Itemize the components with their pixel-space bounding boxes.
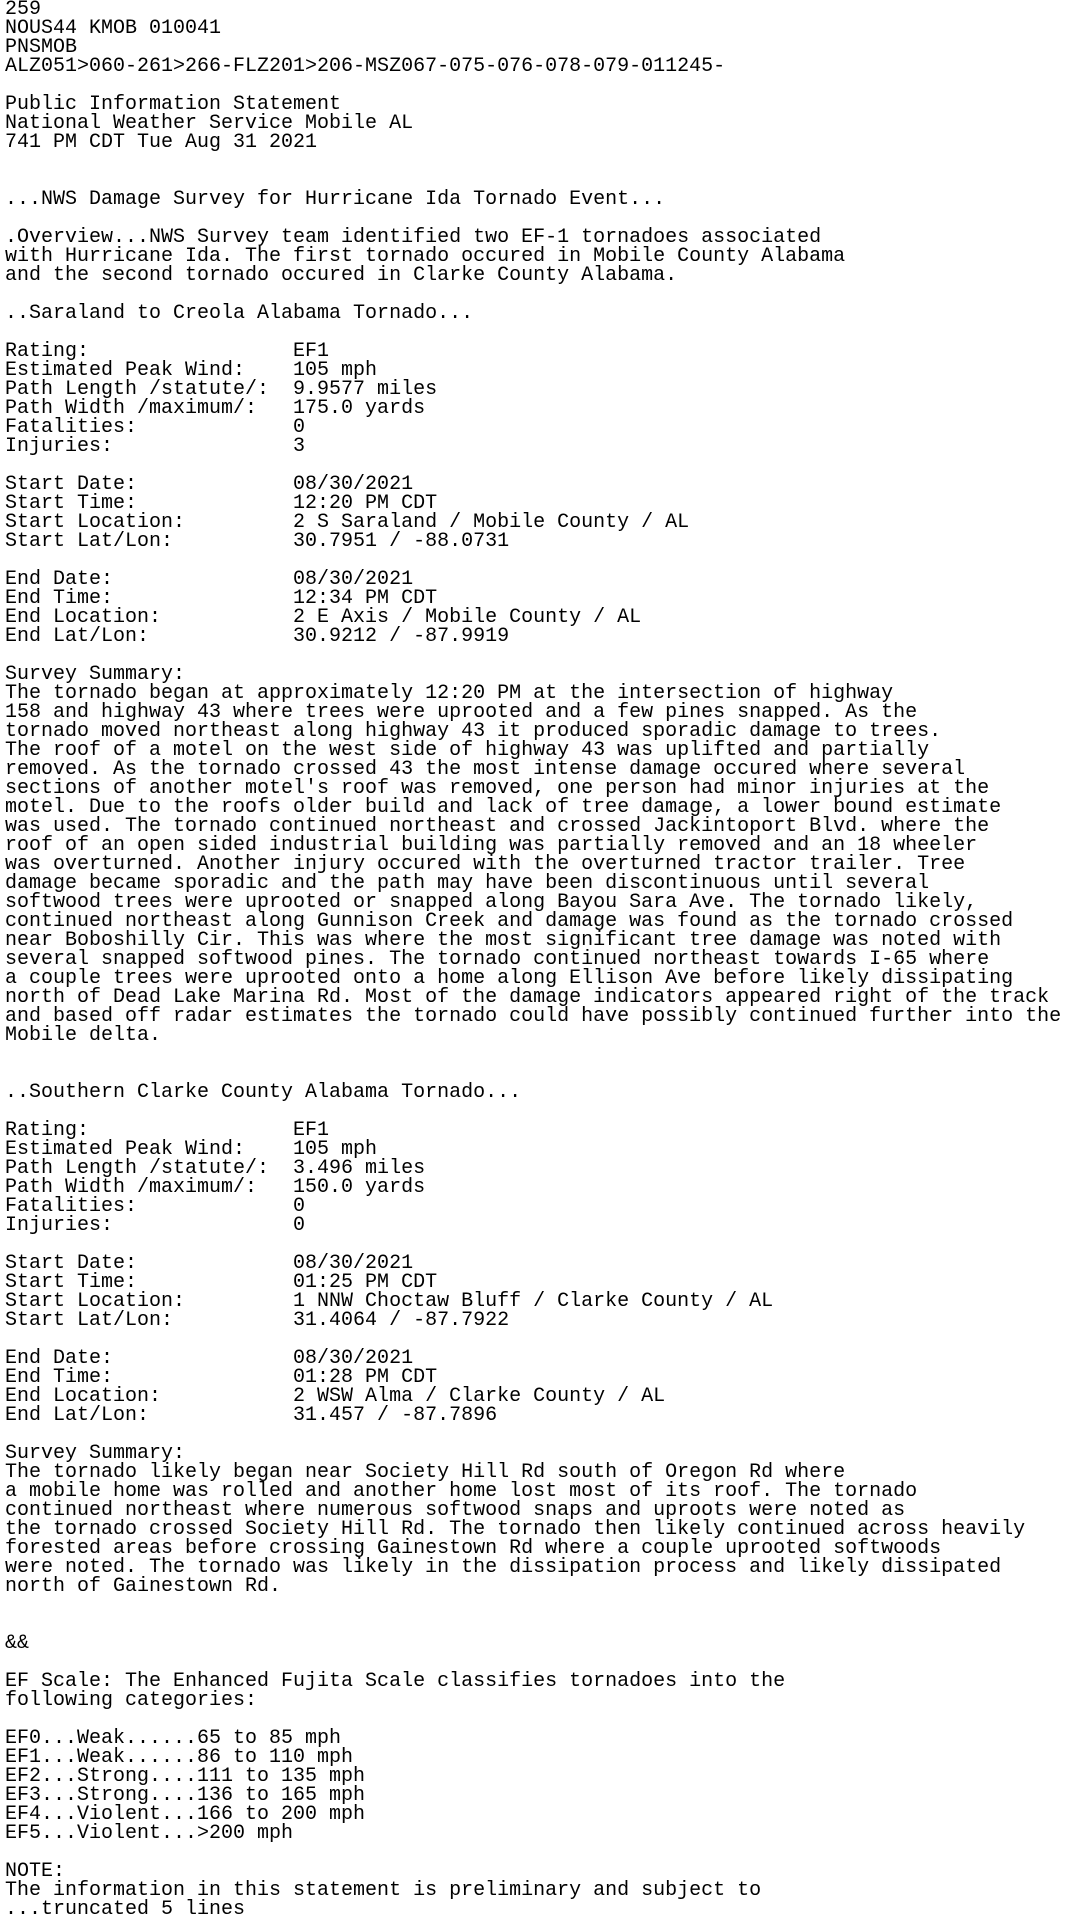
text-line: End Location: 2 WSW Alma / Clarke County / AL — [5, 1385, 666, 1408]
text-line: Path Length /statute/: 9.9577 miles — [5, 378, 438, 401]
text-line: north of Gainestown Rd. — [5, 1575, 282, 1598]
text-line: Fatalities: 0 — [5, 1195, 306, 1218]
text-line: Mobile delta. — [5, 1024, 162, 1047]
text-line: several snapped softwood pines. The tornado continued northeast towards I-65 where — [5, 948, 990, 971]
text-line: Start Date: 08/30/2021 — [5, 473, 414, 496]
text-line: EF4...Violent...166 to 200 mph — [5, 1803, 366, 1826]
text-line: The roof of a motel on the west side of highway 43 was uplifted and partially — [5, 739, 930, 762]
text-line: Injuries: 0 — [5, 1214, 306, 1237]
text-line: 259 — [5, 0, 42, 21]
text-line: NOTE: — [5, 1860, 66, 1883]
text-line: ..Southern Clarke County Alabama Tornado... — [5, 1081, 522, 1104]
text-line: softwood trees were uprooted or snapped along Bayou Sara Ave. The tornado likely, — [5, 891, 978, 914]
text-line: roof of an open sided industrial building was partially removed and an 18 wheeler — [5, 834, 978, 857]
text-line: continued northeast where numerous softwood snaps and uproots were noted as — [5, 1499, 906, 1522]
text-line: following categories: — [5, 1689, 258, 1712]
text-line: The information in this statement is preliminary and subject to — [5, 1879, 762, 1902]
text-line: Path Width /maximum/: 175.0 yards — [5, 397, 426, 420]
text-line: was used. The tornado continued northeast and crossed Jackintoport Blvd. where the — [5, 815, 990, 838]
text-line: ..Saraland to Creola Alabama Tornado... — [5, 302, 474, 325]
text-line: near Boboshilly Cir. This was where the most significant tree damage was noted with — [5, 929, 1002, 952]
text-line: Start Time: 01:25 PM CDT — [5, 1271, 438, 1294]
text-line: the tornado crossed Society Hill Rd. The tornado then likely continued across heavily — [5, 1518, 1026, 1541]
text-line: EF5...Violent...>200 mph — [5, 1822, 294, 1845]
text-line: EF Scale: The Enhanced Fujita Scale classifies tornadoes into the — [5, 1670, 786, 1693]
text-line: damage became sporadic and the path may have been discontinuous until several — [5, 872, 930, 895]
text-line: The tornado likely began near Society Hill Rd south of Oregon Rd where — [5, 1461, 846, 1484]
text-line: ...NWS Damage Survey for Hurricane Ida Tornado Event... — [5, 188, 666, 211]
text-line: Public Information Statement — [5, 93, 342, 116]
text-line: End Location: 2 E Axis / Mobile County / AL — [5, 606, 642, 629]
text-line: Start Date: 08/30/2021 — [5, 1252, 414, 1275]
text-line: north of Dead Lake Marina Rd. Most of the damage indicators appeared right of the track — [5, 986, 1050, 1009]
text-line: Estimated Peak Wind: 105 mph — [5, 1138, 378, 1161]
text-line: Survey Summary: — [5, 663, 186, 686]
text-line: End Time: 12:34 PM CDT — [5, 587, 438, 610]
text-line: National Weather Service Mobile AL — [5, 112, 414, 135]
text-line: Start Location: 2 S Saraland / Mobile County / AL — [5, 511, 690, 534]
text-line — [5, 1045, 1065, 1064]
text-line: EF0...Weak......65 to 85 mph — [5, 1727, 342, 1750]
text-line: Path Length /statute/: 3.496 miles — [5, 1157, 426, 1180]
text-line — [5, 1596, 1065, 1615]
text-line: removed. As the tornado crossed 43 the most intense damage occured where several — [5, 758, 966, 781]
text-line: End Lat/Lon: 30.9212 / -87.9919 — [5, 625, 510, 648]
text-line: EF3...Strong....136 to 165 mph — [5, 1784, 366, 1807]
text-line: continued northeast along Gunnison Creek and damage was found as the tornado crossed — [5, 910, 1014, 933]
text-line: and based off radar estimates the tornado could have possibly continued further into the — [5, 1005, 1062, 1028]
text-line: Start Lat/Lon: 31.4064 / -87.7922 — [5, 1309, 510, 1332]
text-line: were noted. The tornado was likely in the dissipation process and likely dissipated — [5, 1556, 1002, 1579]
text-line: a couple trees were uprooted onto a home along Ellison Ave before likely dissipating — [5, 967, 1014, 990]
text-line: tornado moved northeast along highway 43 it produced sporadic damage to trees. — [5, 720, 942, 743]
text-line: was overturned. Another injury occured with the overturned tractor trailer. Tree — [5, 853, 966, 876]
text-line: End Date: 08/30/2021 — [5, 1347, 414, 1370]
text-line: Rating: EF1 — [5, 340, 330, 363]
text-line: with Hurricane Ida. The first tornado occured in Mobile County Alabama — [5, 245, 846, 268]
text-line: Start Lat/Lon: 30.7951 / -88.0731 — [5, 530, 510, 553]
text-line: Injuries: 3 — [5, 435, 306, 458]
text-line: Start Location: 1 NNW Choctaw Bluff / Clarke County / AL — [5, 1290, 774, 1313]
text-line: The tornado began at approximately 12:20 PM at the intersection of highway — [5, 682, 894, 705]
text-line — [5, 1615, 1065, 1634]
text-line: 158 and highway 43 where trees were uprooted and a few pines snapped. As the — [5, 701, 918, 724]
text-line: forested areas before crossing Gainestown Rd where a couple uprooted softwoods — [5, 1537, 942, 1560]
text-line: Survey Summary: — [5, 1442, 186, 1465]
text-line: && — [5, 1632, 30, 1655]
text-line — [5, 1843, 1065, 1862]
text-line: ...truncated 5 lines — [5, 1898, 246, 1921]
text-line: motel. Due to the roofs older build and lack of tree damage, a lower bound estimate — [5, 796, 1002, 819]
text-line: EF2...Strong....111 to 135 mph — [5, 1765, 366, 1788]
text-line: Path Width /maximum/: 150.0 yards — [5, 1176, 426, 1199]
text-line: PNSMOB — [5, 36, 78, 59]
text-line: EF1...Weak......86 to 110 mph — [5, 1746, 354, 1769]
text-line: 741 PM CDT Tue Aug 31 2021 — [5, 131, 318, 154]
text-line: ALZ051>060-261>266-FLZ201>206-MSZ067-075-076-078-079-011245- — [5, 55, 726, 78]
text-line: .Overview...NWS Survey team identified two EF-1 tornadoes associated — [5, 226, 822, 249]
text-line: sections of another motel's roof was removed, one person had minor injuries at the — [5, 777, 990, 800]
text-line: Rating: EF1 — [5, 1119, 330, 1142]
text-line: Fatalities: 0 — [5, 416, 306, 439]
text-line: End Time: 01:28 PM CDT — [5, 1366, 438, 1389]
text-line: Start Time: 12:20 PM CDT — [5, 492, 438, 515]
text-line: Estimated Peak Wind: 105 mph — [5, 359, 378, 382]
text-line: End Lat/Lon: 31.457 / -87.7896 — [5, 1404, 498, 1427]
text-line: a mobile home was rolled and another home lost most of its roof. The tornado — [5, 1480, 918, 1503]
text-line: and the second tornado occured in Clarke County Alabama. — [5, 264, 678, 287]
text-line — [5, 152, 1065, 171]
text-line: End Date: 08/30/2021 — [5, 568, 414, 591]
text-line: NOUS44 KMOB 010041 — [5, 17, 222, 40]
